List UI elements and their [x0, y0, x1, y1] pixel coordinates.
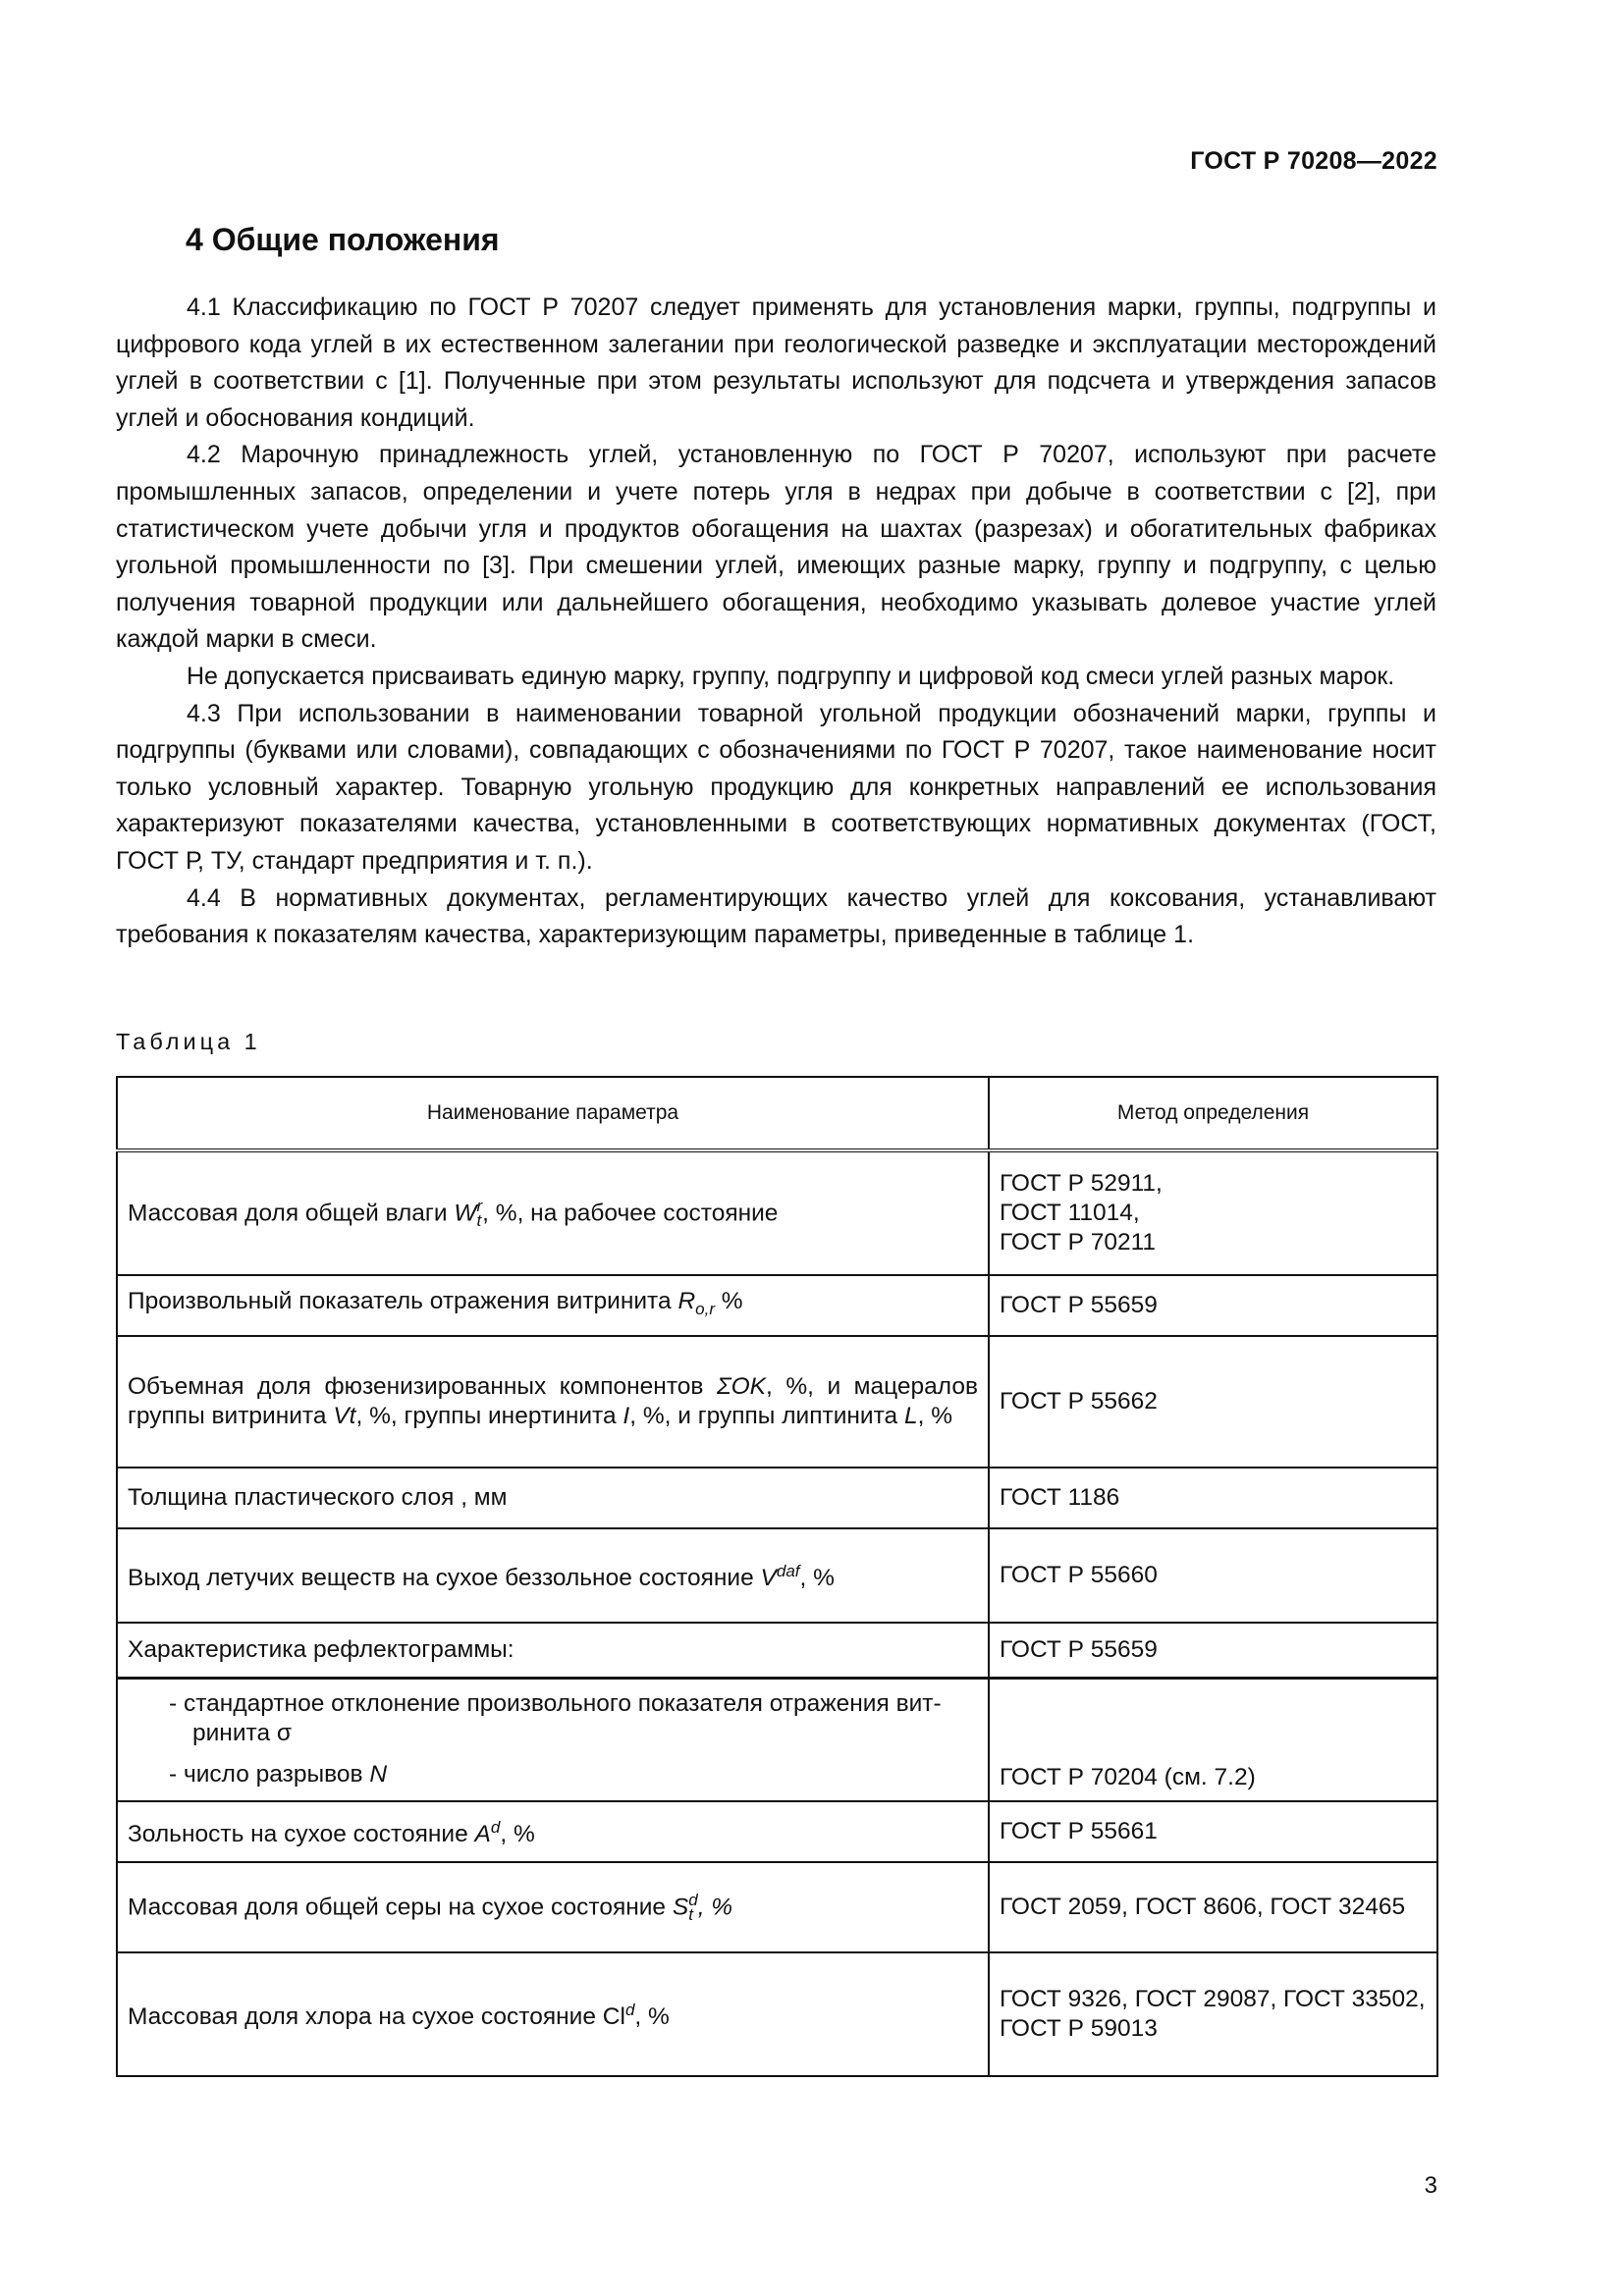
parameters-table — [116, 1076, 1438, 2077]
table-row — [117, 1336, 1437, 1468]
table-row — [117, 1528, 1437, 1623]
paragraph-4-2: 4.2 Марочную принадлежность углей, установленную по ГОСТ Р 70207, используют при расчете промышленных запасов, определении и учете потерь угля в недрах при добыче в соответствии с [2], при статистическом учете добычи угля и продуктов обогащения на шахтах (разрезах) и обогатительных фабриках угольной промышленности по [3]. При смешении углей, имеющих разные марку, группу и подгруппу, с целью получения товарной продукции или дальнейшего обогащения, необходимо указывать долевое участие углей каждой марки в смеси. — [116, 441, 1436, 654]
table-row — [117, 1623, 1437, 1678]
table-row — [117, 1275, 1437, 1336]
param-ash: Зольность на сухое состояние $A^d$, % — [117, 1801, 989, 1862]
paragraph-4-3: 4.3 При использовании в наименовании товарной угольной продукции обозначений марки, группы и подгруппы (буквами или словами), совпадающих с обозначениями по ГОСТ Р 70207, такое наименование носит только условный характер. Товарную угольную продукцию для конкретных направлений ее использования характеризуют показателями качества, установленными в соответствующих нормативных документах (ГОСТ, ГОСТ Р, ТУ, стандарт предприятия и т. п.). — [116, 699, 1436, 875]
header-param: Наименование параметра — [117, 1077, 989, 1150]
table-row — [117, 1150, 1437, 1275]
body-text — [116, 290, 1436, 954]
paragraph-4-1: 4.1 Классификацию по ГОСТ Р 70207 следует применять для установления марки, группы, подгруппы и цифрового кода углей в их естественном залегании при геологической разведке и эксплуатации месторождений углей в соответствии с [1]. Полученные при этом результаты используют для подсчета и утверждения запасов углей и обоснования кондиций. — [116, 294, 1436, 432]
param-volume-fraction: Объемная доля фюзенизированных компонентов ΣOK, %, и мацералов группы витринита Vt, %, группы инертинита I, %, и группы липтинита L, % — [117, 1336, 989, 1468]
method-sulfur: ГОСТ 2059, ГОСТ 8606, ГОСТ 32465 — [989, 1862, 1437, 1952]
table-row — [117, 1862, 1437, 1952]
table-header-row — [117, 1077, 1437, 1150]
param-sulfur: Массовая доля общей серы на сухое состояние S d t , % — [117, 1862, 989, 1952]
method-reflectance: ГОСТ Р 55659 — [989, 1275, 1437, 1336]
param-volatile: Выход летучих веществ на сухое беззольное состояние $V^{daf}$, % — [117, 1528, 989, 1623]
table-row — [117, 1801, 1437, 1862]
method-reflectogram-breaks: ГОСТ Р 70204 (см. 7.2) — [989, 1678, 1437, 1801]
param-chlorine: Массовая доля хлора на сухое состояние Cl$^d$, % — [117, 1952, 989, 2076]
section-title: 4 Общие положения — [186, 222, 500, 257]
table-row — [117, 1468, 1437, 1528]
param-reflectogram-items: - стандартное отклонение произвольного показателя отражения вит- ринита σ - число разрывов N — [117, 1678, 989, 1801]
method-moisture: ГОСТ Р 52911, ГОСТ 11014, ГОСТ Р 70211 — [989, 1150, 1437, 1275]
param-reflectogram: Характеристика рефлектограммы: — [117, 1623, 989, 1678]
method-volatile: ГОСТ Р 55660 — [989, 1528, 1437, 1623]
param-reflectance: Произвольный показатель отражения витринита $R_{o,r}$ % — [117, 1275, 989, 1336]
table-row — [117, 1952, 1437, 2076]
method-plastic-layer: ГОСТ 1186 — [989, 1468, 1437, 1528]
method-volume-fraction: ГОСТ Р 55662 — [989, 1336, 1437, 1468]
header-method: Метод определения — [989, 1077, 1437, 1150]
method-chlorine: ГОСТ 9326, ГОСТ 29087, ГОСТ 33502, ГОСТ Р 59013 — [989, 1952, 1437, 2076]
page-number: 3 — [1424, 2172, 1437, 2199]
param-plastic-layer: Толщина пластического слоя , мм — [117, 1468, 989, 1528]
param-moisture: Массовая доля общей влаги W r t , %, на рабочее состояние — [117, 1150, 989, 1275]
method-reflectogram: ГОСТ Р 55659 — [989, 1623, 1437, 1678]
table-row — [117, 1678, 1437, 1801]
table-caption: Таблица 1 — [116, 1029, 261, 1054]
paragraph-4-4: 4.4 В нормативных документах, регламентирующих качество углей для коксования, устанавливают требования к показателям качества, характеризующим параметры, приведенные в таблице 1. — [116, 883, 1436, 949]
paragraph-note: Не допускается присваивать единую марку, группу, подгруппу и цифровой код смеси углей разных марок. — [187, 662, 1395, 690]
method-ash: ГОСТ Р 55661 — [989, 1801, 1437, 1862]
document-code: ГОСТ Р 70208—2022 — [1190, 147, 1437, 175]
